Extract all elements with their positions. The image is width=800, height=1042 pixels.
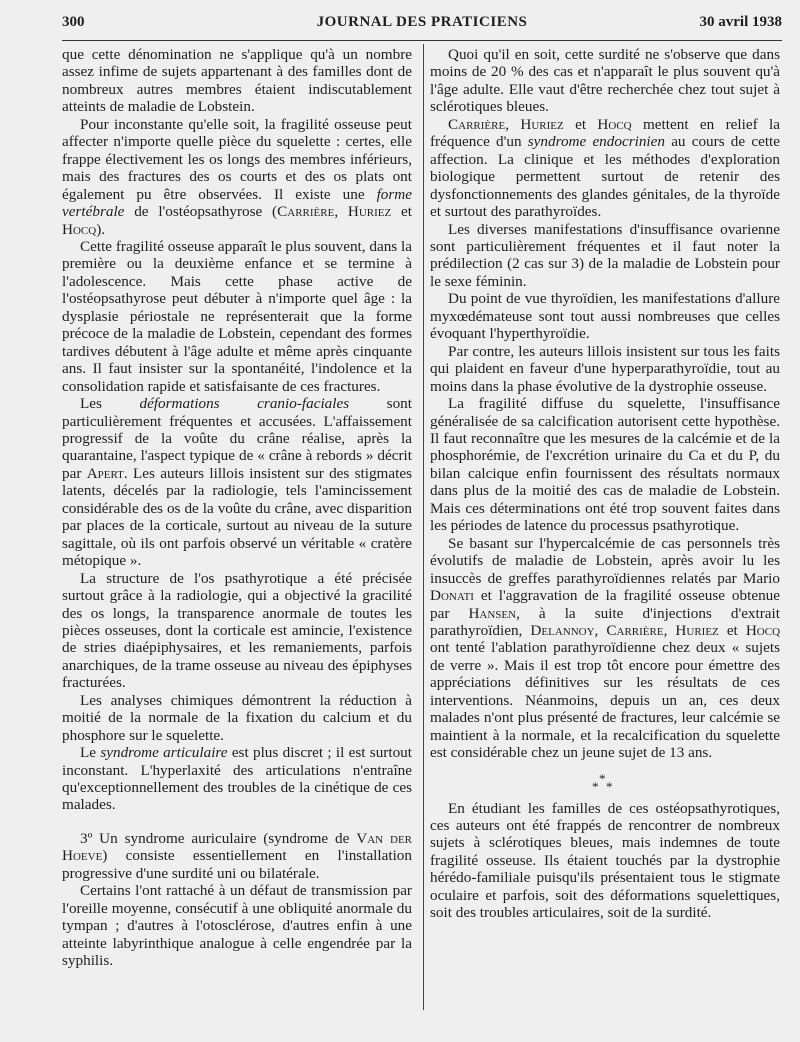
paragraph: Du point de vue thyroïdien, les manifestations d'allure myxœdémateuse sont tout aussi nombreuses que celles évoquant l'hyperthyroïdie. [430,290,780,343]
paragraph: Les diverses manifestations d'insuffisance ovarienne sont particulièrement fréquentes et il faut noter la prédilection (2 cas sur 3) de la maladie de Lobstein pour le sexe féminin. [430,220,780,290]
paragraph: Carrière, Huriez et Hocq mettent en relief la fréquence d'un syndrome endocrinien au cours de cette affection. La clinique et les méthodes d'exploration biologique permettent surtout de retenir des dysfonctionnements des glandes génitales, de la thyroïde et surtout des parathyroïdes. [430,115,780,221]
paragraph: Le syndrome articulaire est plus discret ; il est surtout inconstant. L'hyperlaxité des articulations n'entraîne qu'exceptionnellement des troubles de la cinétique de ces malades. [62,744,412,814]
page-header [62,14,782,38]
paragraph: Quoi qu'il en soit, cette surdité ne s'observe que dans moins de 20 % des cas et n'apparaît le plus souvent qu'à l'âge adulte. Elle vaut d'être recherchée chez tout sujet à sclérotiques bleues. [430,46,780,116]
paragraph: En étudiant les familles de ces ostéopsathyrotiques, ces auteurs ont été frappés de rencontrer de nombreux sujets à sclérotiques bleues, mais indemnes de toute fragilité osseuse. Ils étaient touchés par la dystrophie hérédo-familiale puisqu'ils présentaient tous le stigmate oculaire et parfois, soit des déformations squelettiques, soit des troubles articulaires, soit de la surdité. [430,799,780,922]
journal-title: JOURNAL DES PRATICIENS [316,14,528,30]
paragraph: que cette dénomination ne s'applique qu'à un nombre assez infime de sujets appartenant à des familles dont de nombreux autres membres étaient indiscutablement atteints de maladie de Lobstein. [62,46,412,116]
header-rule [62,40,782,41]
paragraph: 3º Un syndrome auriculaire (syndrome de Van der Hoeve) consiste essentiellement en l'installation progressive d'une surdité uni ou bilatérale. [62,829,413,882]
left-column [62,46,412,970]
paragraph: La fragilité diffuse du squelette, l'insuffisance généralisée de sa calcification autorisent cette hypothèse. Il faut reconnaître que les mesures de la calcémie et de la phosphorémie, de l'excrétion urinaire du Ca et du P, du bilan calcique enfin fournissent des résultats normaux dans plus de la moitié des cas de maladie de Lobstein. Mais ces déterminations ont été trop souvent faites dans les périodes de latence du processus psathyrotique. [430,395,780,535]
paragraph: Les déformations cranio-faciales sont particulièrement fréquentes et accusées. L'affaissement progressif de la voûte du crâne réalise, après la quarantaine, l'aspect typique de « crâne à rebords » décrit par Apert. Les auteurs lillois insistent sur des stigmates latents, décelés par la radiologie, tels l'amincissement considérable des os de la voûte du crâne, avec disparition par places de la corticale, surtout au niveau de la suture sagittale, où ils ont parfois observé un véritable « cratère métopique ». [62,395,412,570]
paragraph: Pour inconstante qu'elle soit, la fragilité osseuse peut affecter n'importe quelle pièce du squelette : certes, elle frappe électivement les os longs des membres inférieurs, mais des fractures des os courts et des os plats ont également pu être observées. Il existe une forme vertébrale de l'ostéopsathyrose (Carrière, Huriez et Hocq). [62,115,412,238]
right-column [430,46,780,922]
paragraph: Les analyses chimiques démontrent la réduction à moitié de la normale de la fixation du calcium et du phosphore sur le squelette. [62,691,412,744]
paragraph: Certains l'ont rattaché à un défaut de transmission par l'oreille moyenne, consécutif à une obliquité anormale du tympan ; d'autres à l'otosclérose, d'autres enfin à une atteinte labyrinthique analogue à celle engendrée par la syphilis. [62,882,412,970]
paragraph: La structure de l'os psathyrotique a été précisée surtout grâce à la radiologie, qui a objectivé la gracilité des os longs, la transparence anormale de toutes les pièces osseuses, dont la corticale est amincie, l'existence de stries diaépiphysaires, et les remaniements, parfois anarchiques, de la trame osseuse au niveau des épiphyses fracturées. [62,569,412,692]
paragraph: Par contre, les auteurs lillois insistent sur tous les faits qui plaident en faveur d'une hyperparathyroïdie, tout au moins dans la phase évolutive de la dystrophie osseuse. [430,342,780,395]
column-divider [423,44,424,1010]
page-number: 300 [62,14,85,30]
issue-date: 30 avril 1938 [699,14,782,30]
paragraph: Cette fragilité osseuse apparaît le plus souvent, dans la première ou la deuxième enfance et se termine à l'adolescence. Mais cette phase active de l'ostéopsathyrose peut débuter à n'importe quel âge : la dysplasie périostale ne représenterait que la forme précoce de la maladie de Lobstein, cependant des formes tardives débutent à l'âge adulte et même après cinquante ans. Il faut insister sur la spontanéité, l'indolence et la consolidation rapide et satisfaisante de ces fractures. [62,237,412,395]
paragraph: Se basant sur l'hypercalcémie de cas personnels très évolutifs de maladie de Lobstein, après avoir lu les insuccès de greffes parathyroïdiennes relatés par Mario Donati et l'aggravation de la fragilité osseuse obtenue par Hansen, à la suite d'injections d'extrait parathyroïdien, Delannoy, Carrière, Huriez et Hocq ont tenté l'ablation parathyroïdienne chez deux « sujets de verre ». Mais il est trop tôt encore pour émettre des appréciations définitives sur les résultats de ces interventions. Néanmoins, depuis un an, ces deux malades n'ont plus présenté de fractures, leur calcémie se maintient à la normale, et la recalcification du squelette est considérable chez un jeune sujet de 13 ans. [430,534,781,762]
section-break-asterism: * * * [592,770,613,794]
